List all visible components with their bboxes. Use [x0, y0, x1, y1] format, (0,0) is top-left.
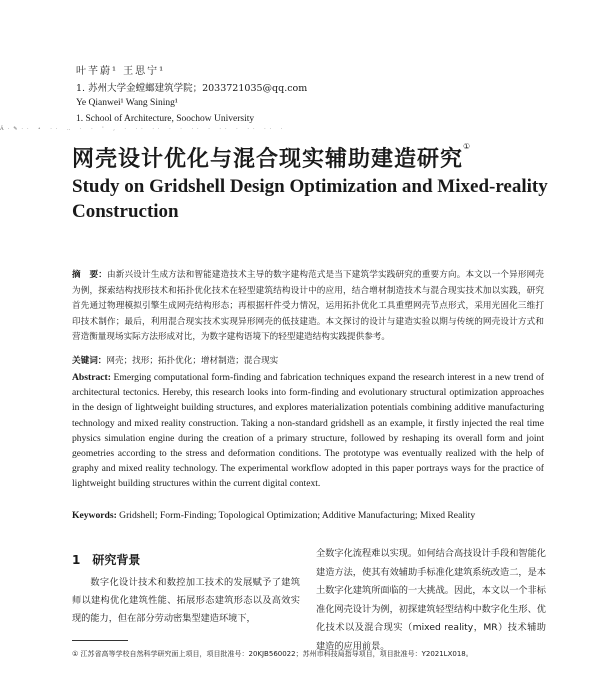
keywords-cn-label: 关键词： [72, 356, 107, 366]
footnote: ① 江苏省高等学校自然科学研究面上项目，项目批准号：20KJB560022；苏州市科技局指导项目，项目批准号：Y2021LX018。 [72, 650, 473, 658]
section-title: 研究背景 [92, 553, 141, 567]
section-number: 1 [72, 553, 81, 567]
title-footnote-mark: ① [463, 142, 472, 151]
scan-noise-line: Ä·✎·· ∘ ·· ‥ · · ' , · ·· ·· · · ·· · ·· · ·· ·· · [0, 126, 287, 132]
keywords-cn-text: 网壳；找形；拓扑优化；增材制造；混合现实 [106, 356, 279, 366]
affiliation-en: 1. School of Architecture, Soochow University [76, 114, 255, 124]
abstract-cn [72, 268, 544, 346]
footnote-rule [72, 640, 128, 641]
abstract-cn-text: 由新兴设计生成方法和智能建造技术主导的数字建构范式是当下建筑学实践研究的重要方向。本文以一个异形网壳为例，探索结构找形技术和拓扑优化技术在轻型建筑结构设计中的应用，结合增材制造技术与混合现实技术加以实践，研究首先通过物理模拟引擎生成网壳结构形态；再根据杆件受力情况，运用拓扑优化工具重塑网壳节点形式，采用光固化三维打印技术制作；最后，利用混合现实技术实现异形网壳的低技建造。本文探讨的设计与建造实验以期与传统的网壳设计方式和营造衡量现场实际方法形成对比，为数字建构语境下的轻型建造结构实践提供参考。 [72, 270, 544, 342]
abstract-cn-label: 摘 要： [72, 270, 107, 280]
section-heading [72, 551, 152, 568]
keywords-en-label: Keywords: [72, 510, 117, 521]
abstract-en-label: Abstract: [72, 372, 111, 383]
body-right-column: 全数字化流程难以实现。如何结合高技设计手段和智能化建造方法，使其有效辅助手标准化建筑系统改造二，是本土数字化建筑所面临的一大挑战。因此，本文以一个非标准化网壳设计为例，初探建筑轻型结构中数字化生形、优化技术以及混合现实（mixed reality，MR）技术辅助建造的应用前景。 [316, 548, 546, 652]
keywords-cn [72, 354, 544, 366]
title-en: Study on Gridshell Design Optimization and Mixed-reality Construction [72, 176, 548, 222]
title-cn-text: 网壳设计优化与混合现实辅助建造研究 [72, 147, 464, 172]
body-left-column: 数字化设计技术和数控加工技术的发展赋予了建筑师以建构优化建筑性能、拓展形态建筑形态以及高效实现的能力，但在部分劳动密集型建造环境下， [72, 577, 300, 624]
abstract-en-text: Emerging computational form-finding and fabrication techniques expand the research interest in a new trend of architectural tectonics. Hereby, this research looks into form-finding and evolutionary structural optimization approaches in the design of lightweight building structures, and explores materialization potentials combining additive manufacturing technology and mixed reality construction. Taking a non-standard gridshell as an example, it firstly injected the real time physics simulation engine during the creation of a primary structure, followed by reshaping its overall form and joint geometries according to the stress and deformation conditions. The prototype was eventually realized with the help of graphy and mixed reality technology. The experimental workflow adopted in this paper portrays ways for the practice of lightweight building structures within the current digital context. [72, 372, 544, 490]
keywords-en-text: Gridshell; Form-Finding; Topological Optimization; Additive Manufacturing; Mixed Reality [119, 510, 476, 521]
authors-en: Ye Qianwei¹ Wang Sining¹ [76, 98, 178, 108]
keywords-en [72, 510, 544, 521]
title-cn [72, 142, 471, 173]
authors-cn: 叶芊蔚¹ 王思宁¹ [76, 66, 166, 77]
abstract-en [72, 370, 544, 492]
affiliation-cn: 1. 苏州大学金螳螂建筑学院；2033721035@qq.com [76, 83, 308, 94]
